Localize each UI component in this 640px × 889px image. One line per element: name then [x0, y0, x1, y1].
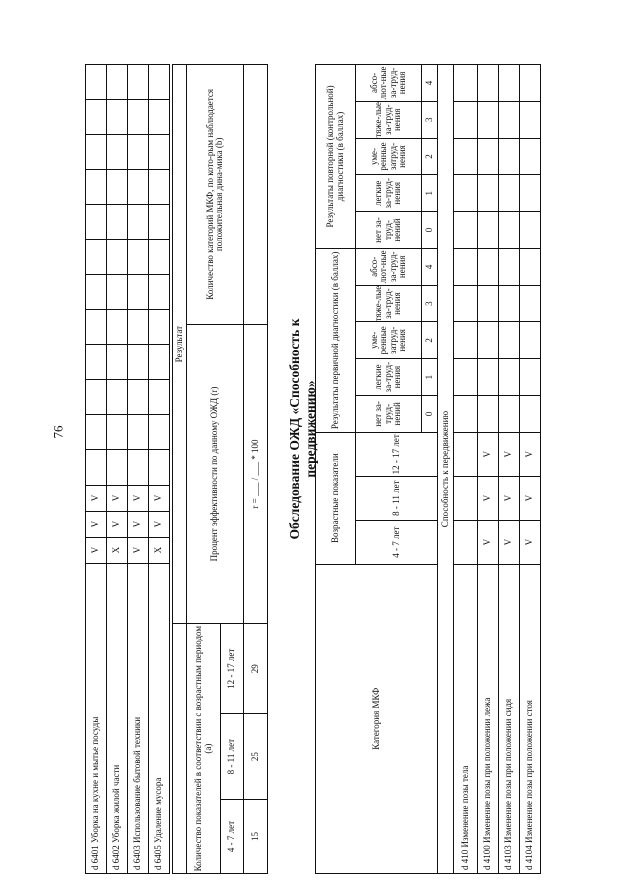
level-header: тяже-лые за-труд-нения — [356, 101, 422, 138]
age-group: 8 - 11 лет — [221, 714, 244, 800]
level-header: нет за-труд-нений — [356, 212, 422, 249]
table-row — [86, 65, 107, 874]
mark-cell: V — [128, 485, 149, 511]
percent-header: Процент эффективности по данному ОЖД (r) — [187, 324, 244, 624]
mark-cell: V — [86, 485, 107, 511]
table-row — [149, 65, 170, 874]
row-label: d 4104 Изменение позы при положении стоя — [520, 564, 541, 873]
mark-cell: V — [107, 485, 128, 511]
table-row — [128, 65, 149, 874]
mark-cell: V — [520, 520, 541, 564]
score-header: 4 — [422, 248, 438, 285]
table-row — [107, 65, 128, 874]
row-label: d 4103 Изменение позы при положении сидя — [499, 564, 520, 873]
count-value: 25 — [244, 714, 268, 800]
mark-cell: V — [499, 520, 520, 564]
score-header: 2 — [422, 138, 438, 175]
percent-formula: r = ___ / ___ * 100 — [244, 324, 268, 624]
score-header: 1 — [422, 175, 438, 212]
age-col: 4 - 7 лет — [356, 520, 438, 564]
mark-cell: V — [128, 537, 149, 563]
result-table — [172, 64, 268, 874]
score-header: 4 — [422, 65, 438, 102]
primary-header: Результаты первичной диагностики (в баллах) — [316, 248, 356, 432]
row-label: d 6403 Использование бытовой техники — [128, 563, 149, 873]
main-table — [315, 64, 541, 874]
mark-cell: V — [107, 511, 128, 537]
level-header: легкие за-труд-нения — [356, 175, 422, 212]
mark-cell: V — [478, 432, 499, 476]
count-value: 15 — [244, 800, 268, 874]
row-label: d 6401 Уборка на кухне и мытье посуды — [86, 563, 107, 873]
level-header: уме-ренные затруд-нения — [356, 138, 422, 175]
age-group: 12 - 17 лет — [221, 624, 244, 714]
section-title: Обследование ОЖД «Способность к передвижению» — [287, 318, 318, 540]
age-group: 4 - 7 лет — [221, 800, 244, 874]
level-header: легкие за-труд-нения — [356, 359, 422, 396]
mark-cell: V — [86, 511, 107, 537]
page-number: 76 — [50, 425, 66, 439]
section-row: Способность к передвижению — [438, 65, 454, 874]
mark-cell: X — [107, 537, 128, 563]
top-table — [85, 64, 170, 874]
score-header: 1 — [422, 359, 438, 396]
mark-cell: V — [86, 537, 107, 563]
count-value: 29 — [244, 624, 268, 714]
row-label: d 4100 Изменение позы при положении лежа — [478, 564, 499, 873]
score-header: 0 — [422, 395, 438, 432]
mark-cell: V — [149, 485, 170, 511]
row-label: d 410 Изменение позы тела — [454, 564, 478, 873]
result-label: Результат — [173, 65, 187, 624]
row-label: d 6405 Удаление мусора — [149, 563, 170, 873]
mark-cell: V — [149, 511, 170, 537]
age-col: 12 - 17 лет — [356, 432, 438, 476]
mark-cell — [454, 476, 478, 520]
category-header: Категория МКФ — [316, 564, 438, 873]
mark-cell: V — [478, 520, 499, 564]
level-header: абсо-лют-ные за-труд-нения — [356, 65, 422, 102]
table-row — [478, 65, 499, 874]
mark-cell: V — [128, 511, 149, 537]
age-header: Возрастные показатели — [316, 432, 356, 564]
mark-cell — [454, 432, 478, 476]
table-row — [520, 65, 541, 874]
score-header: 3 — [422, 285, 438, 322]
table-row — [454, 65, 478, 874]
row-label: d 6402 Уборка жилой части — [107, 563, 128, 873]
count-header: Количество показателей в соответствии с возрастным периодом (а) — [187, 624, 221, 874]
level-header: нет за-труд-нений — [356, 395, 422, 432]
score-header: 3 — [422, 101, 438, 138]
mark-cell: V — [499, 476, 520, 520]
categories-header: Количество категорий МКФ, по кото-рым наблюдается положительная дина-мика (b) — [187, 65, 244, 325]
level-header: абсо-лют-ные за-труд-нения — [356, 248, 422, 285]
mark-cell: V — [499, 432, 520, 476]
mark-cell: X — [149, 537, 170, 563]
mark-cell — [454, 520, 478, 564]
level-header: тяже-лые за-труд-нения — [356, 285, 422, 322]
mark-cell: V — [520, 432, 541, 476]
mark-cell: V — [478, 476, 499, 520]
repeat-header: Результаты повторной (контрольной) диагностики (в баллах) — [316, 65, 356, 249]
mark-cell: V — [520, 476, 541, 520]
level-header: уме-ренные затруд-нения — [356, 322, 422, 359]
age-col: 8 - 11 лет — [356, 476, 438, 520]
score-header: 0 — [422, 212, 438, 249]
table-row — [499, 65, 520, 874]
score-header: 2 — [422, 322, 438, 359]
